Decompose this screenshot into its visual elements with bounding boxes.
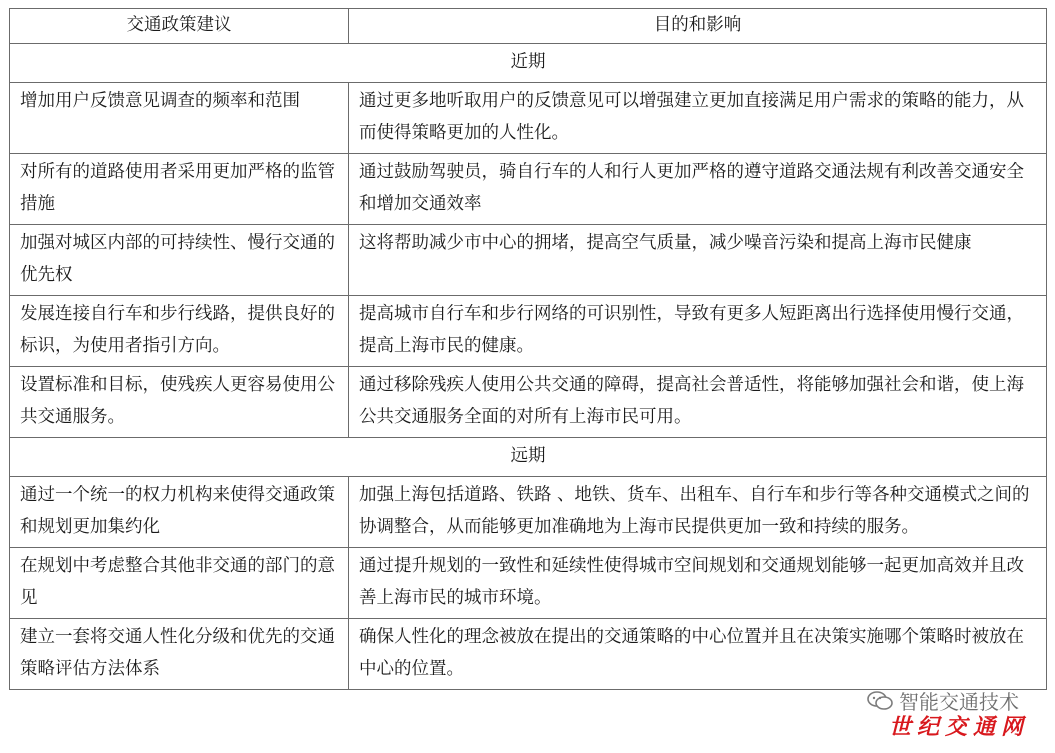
policy-cell: 通过一个统一的权力机构来使得交通政策和规划更加集约化 [10,477,349,548]
watermark [811,685,1041,745]
table-row [10,367,1047,438]
header-impact: 目的和影响 [349,9,1047,44]
impact-cell: 通过鼓励驾驶员，骑自行车的人和行人更加严格的遵守道路交通法规有利改善交通安全和增加交通效率 [349,154,1047,225]
policy-cell: 建立一套将交通人性化分级和优先的交通策略评估方法体系 [10,619,349,690]
table-row [10,296,1047,367]
impact-cell: 通过提升规划的一致性和延续性使得城市空间规划和交通规划能够一起更加高效并且改善上海市民的城市环境。 [349,548,1047,619]
table-row [10,225,1047,296]
header-row [10,9,1047,44]
section-title: 远期 [10,438,1047,477]
policy-cell: 增加用户反馈意见调查的频率和范围 [10,83,349,154]
policy-cell: 加强对城区内部的可持续性、慢行交通的优先权 [10,225,349,296]
watermark-text: 智能交通技术 [899,690,1019,714]
impact-cell: 这将帮助减少市中心的拥堵，提高空气质量，减少噪音污染和提高上海市民健康 [349,225,1047,296]
impact-cell: 确保人性化的理念被放在提出的交通策略的中心位置并且在决策实施哪个策略时被放在中心的位置。 [349,619,1047,690]
section-row [10,44,1047,83]
impact-cell: 提高城市自行车和步行网络的可识别性，导致有更多人短距离出行选择使用慢行交通，提高上海市民的健康。 [349,296,1047,367]
table-row [10,619,1047,690]
table-row [10,83,1047,154]
policy-cell: 对所有的道路使用者采用更加严格的监管措施 [10,154,349,225]
impact-cell: 通过移除残疾人使用公共交通的障碍，提高社会普适性，将能够加强社会和谐，使上海公共交通服务全面的对所有上海市民可用。 [349,367,1047,438]
watermark-brand: 世纪交通网 [888,715,1029,740]
table-row [10,154,1047,225]
policy-cell: 在规划中考虑整合其他非交通的部门的意见 [10,548,349,619]
wechat-icon [867,691,893,711]
section-title: 近期 [10,44,1047,83]
table-row [10,477,1047,548]
header-policy: 交通政策建议 [10,9,349,44]
policy-table [9,8,1047,690]
impact-cell: 加强上海包括道路、铁路 、地铁、货车、出租车、自行车和步行等各种交通模式之间的协调整合，从而能够更加准确地为上海市民提供更加一致和持续的服务。 [349,477,1047,548]
policy-cell: 设置标准和目标，使残疾人更容易使用公共交通服务。 [10,367,349,438]
policy-cell: 发展连接自行车和步行线路，提供良好的标识，为使用者指引方向。 [10,296,349,367]
table-row [10,548,1047,619]
section-row [10,438,1047,477]
impact-cell: 通过更多地听取用户的反馈意见可以增强建立更加直接满足用户需求的策略的能力，从而使得策略更加的人性化。 [349,83,1047,154]
